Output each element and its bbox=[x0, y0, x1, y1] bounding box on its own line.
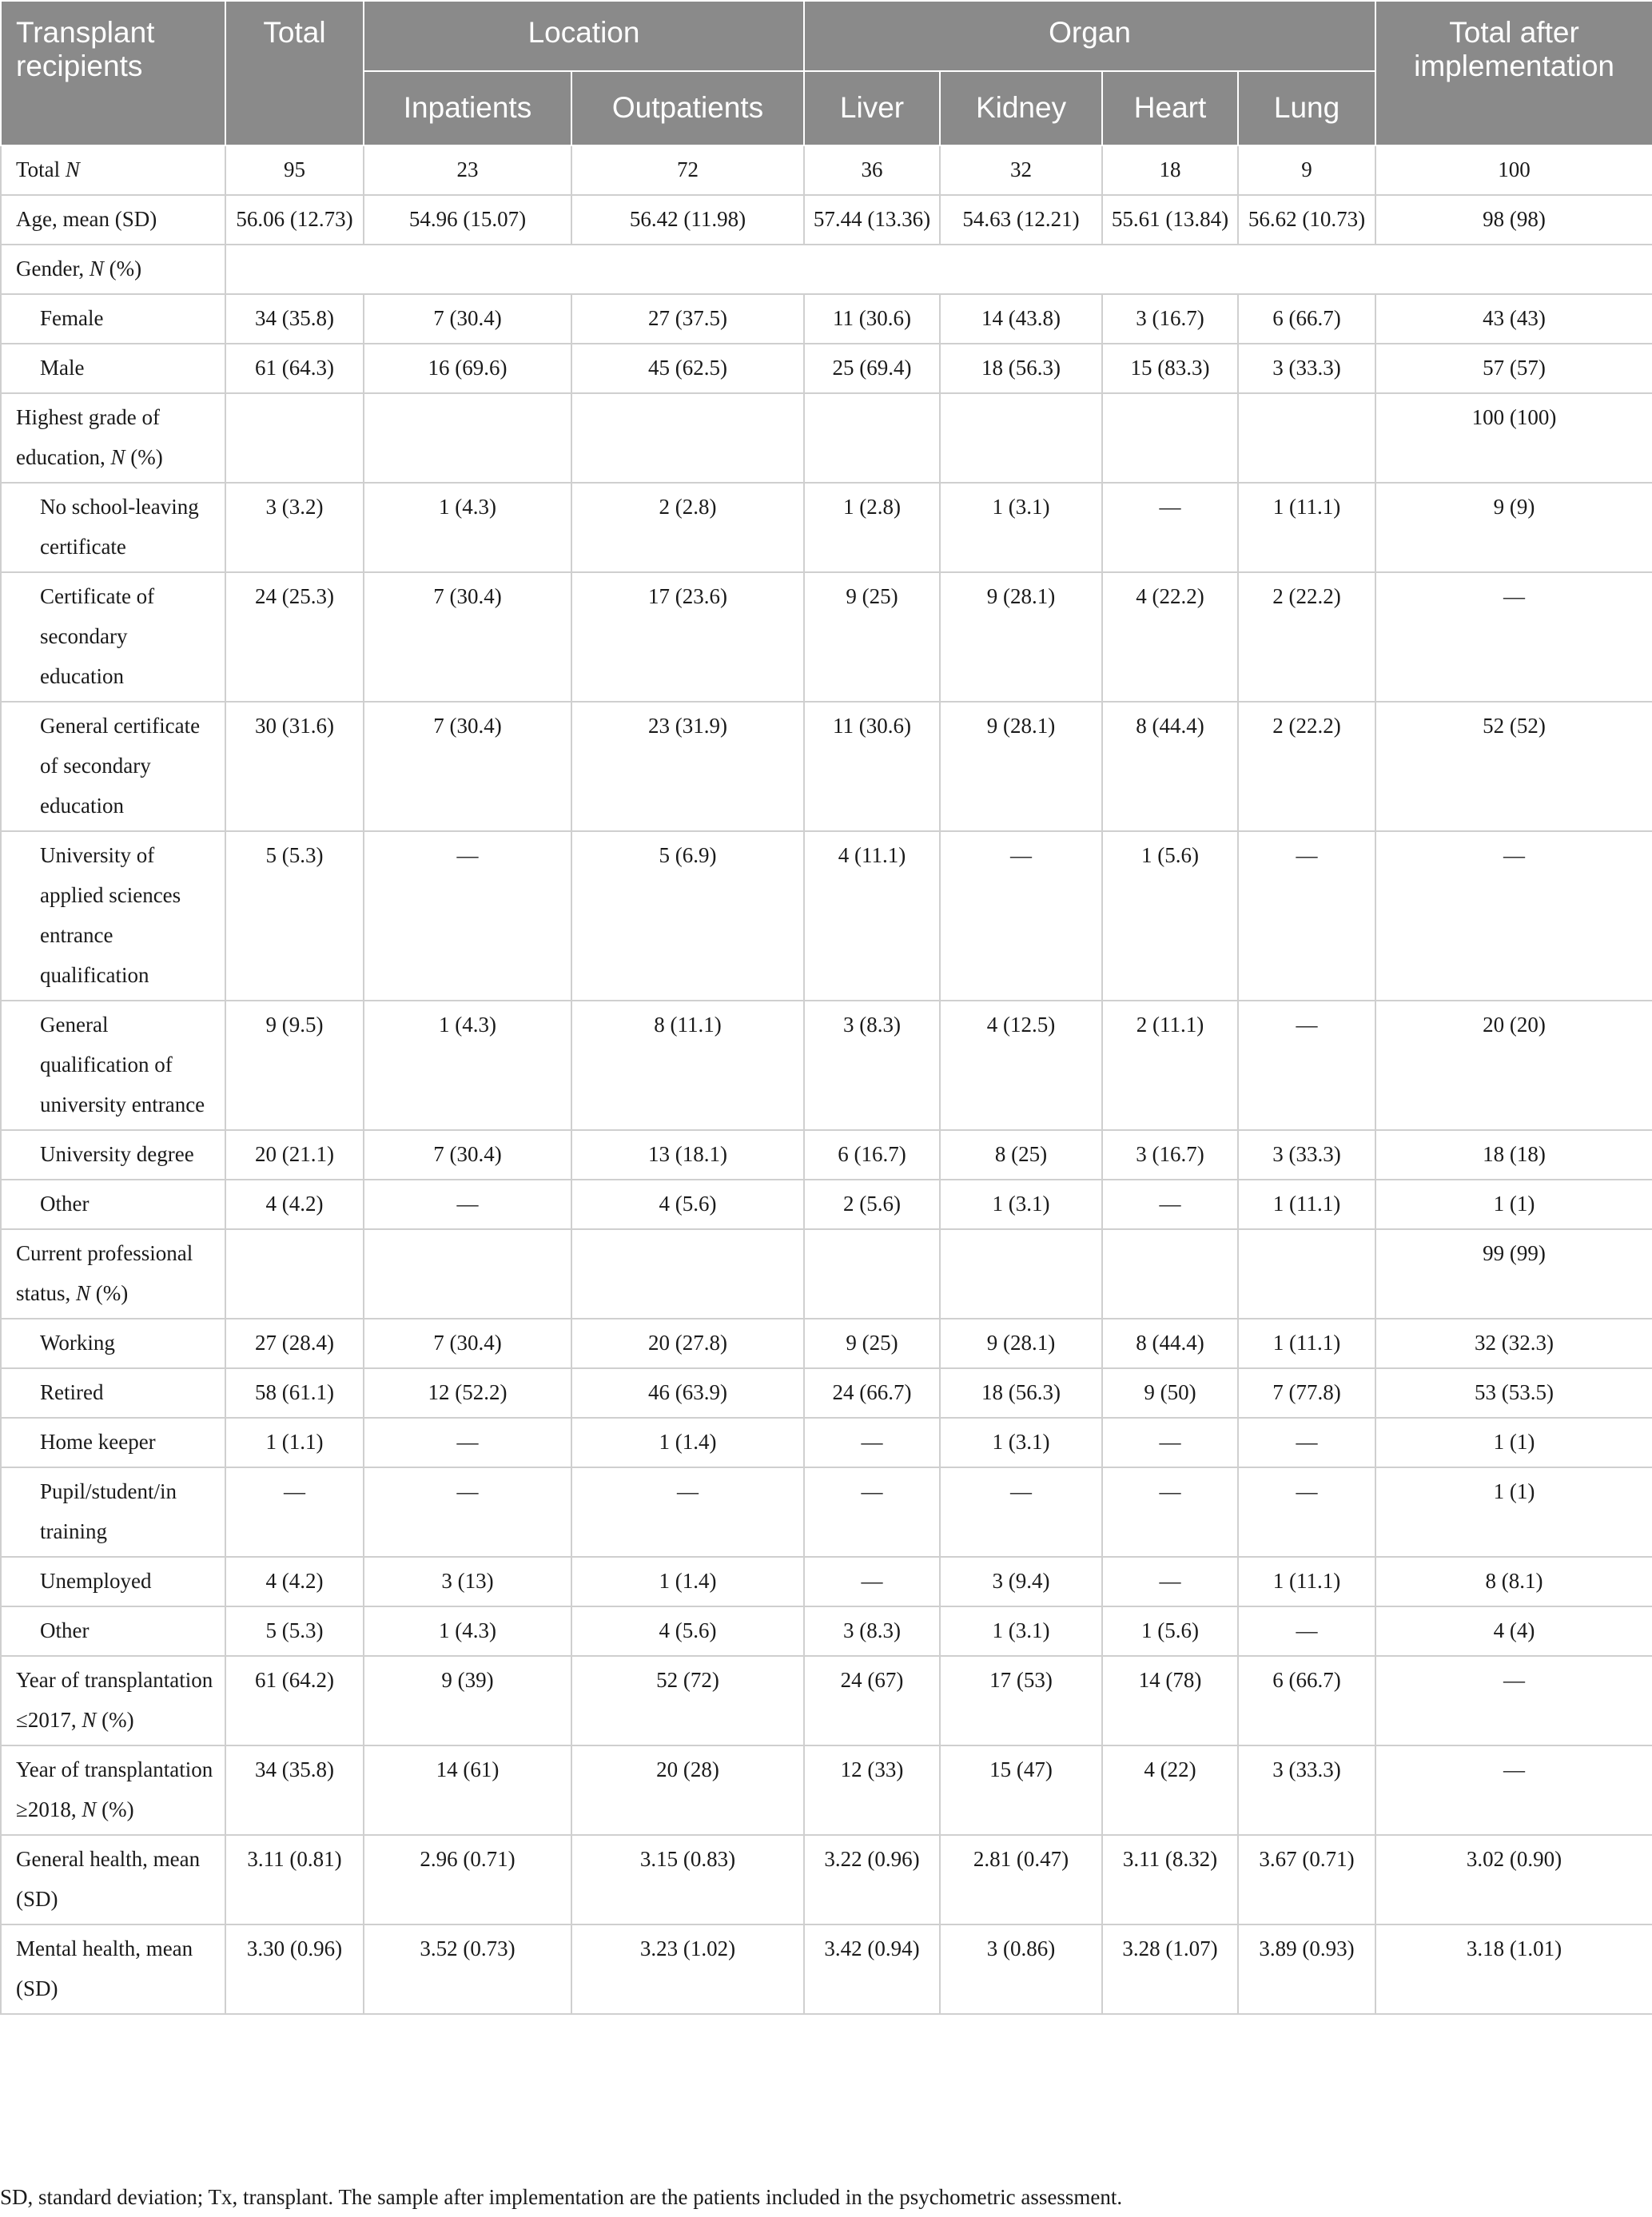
table-cell: 13 (18.1) bbox=[571, 1130, 804, 1180]
table-cell bbox=[804, 393, 940, 483]
table-cell: 14 (61) bbox=[364, 1745, 571, 1835]
table-cell: 7 (30.4) bbox=[364, 294, 571, 344]
table-cell: 18 (18) bbox=[1375, 1130, 1652, 1180]
table-cell: — bbox=[571, 1467, 804, 1557]
table-cell: 1 (4.3) bbox=[364, 1001, 571, 1130]
table-cell: 1 (11.1) bbox=[1238, 1557, 1375, 1606]
row-label-text: Highest grade of education, bbox=[16, 405, 160, 469]
table-cell: 2.81 (0.47) bbox=[940, 1835, 1102, 1924]
table-cell: — bbox=[1375, 1745, 1652, 1835]
table-cell: 3.02 (0.90) bbox=[1375, 1835, 1652, 1924]
table-cell: 2 (22.2) bbox=[1238, 702, 1375, 831]
table-cell: — bbox=[1238, 1467, 1375, 1557]
table-cell: 3.18 (1.01) bbox=[1375, 1924, 1652, 2014]
table-cell: 2 (22.2) bbox=[1238, 572, 1375, 702]
table-row bbox=[1, 831, 1652, 1001]
table-cell: 17 (23.6) bbox=[571, 572, 804, 702]
table-cell: 56.42 (11.98) bbox=[571, 195, 804, 245]
row-label-text: Age, mean (SD) bbox=[16, 207, 157, 231]
table-cell: 6 (66.7) bbox=[1238, 1656, 1375, 1745]
row-label-italic: N bbox=[110, 445, 125, 469]
table-cell: 12 (33) bbox=[804, 1745, 940, 1835]
table-cell: 56.06 (12.73) bbox=[225, 195, 364, 245]
table-cell bbox=[364, 1229, 571, 1319]
row-label-text: Other bbox=[40, 1192, 90, 1216]
table-cell: 3 (0.86) bbox=[940, 1924, 1102, 2014]
table-row bbox=[1, 483, 1652, 572]
table-cell: 9 (25) bbox=[804, 1319, 940, 1368]
table-cell: 55.61 (13.84) bbox=[1102, 195, 1238, 245]
table-cell: 45 (62.5) bbox=[571, 344, 804, 393]
table-cell bbox=[940, 393, 1102, 483]
row-label bbox=[1, 195, 225, 245]
row-label-italic: N bbox=[82, 1708, 97, 1732]
table-cell: 12 (52.2) bbox=[364, 1368, 571, 1418]
table-cell: 9 (50) bbox=[1102, 1368, 1238, 1418]
table-cell: 9 (28.1) bbox=[940, 702, 1102, 831]
row-label bbox=[1, 1924, 225, 2014]
table-cell: 4 (11.1) bbox=[804, 831, 940, 1001]
table-cell: 57 (57) bbox=[1375, 344, 1652, 393]
table-cell: — bbox=[804, 1467, 940, 1557]
table-cell: 9 (25) bbox=[804, 572, 940, 702]
table-row bbox=[1, 245, 1652, 294]
table-cell: 7 (30.4) bbox=[364, 1319, 571, 1368]
table-cell: — bbox=[1238, 831, 1375, 1001]
row-label-text: Current professional status, bbox=[16, 1241, 193, 1305]
table-cell: 3 (16.7) bbox=[1102, 1130, 1238, 1180]
table-cell: 100 (100) bbox=[1375, 393, 1652, 483]
table-cell: 1 (11.1) bbox=[1238, 483, 1375, 572]
table-cell: 34 (35.8) bbox=[225, 1745, 364, 1835]
table-cell: 1 (5.6) bbox=[1102, 831, 1238, 1001]
table-cell: 17 (53) bbox=[940, 1656, 1102, 1745]
row-label-italic: N bbox=[65, 157, 80, 181]
table-cell: 15 (47) bbox=[940, 1745, 1102, 1835]
row-label bbox=[1, 1368, 225, 1418]
table-cell: 27 (28.4) bbox=[225, 1319, 364, 1368]
row-label bbox=[1, 393, 225, 483]
header-organ: Organ bbox=[804, 1, 1375, 71]
table-cell: 3.15 (0.83) bbox=[571, 1835, 804, 1924]
table-cell: — bbox=[804, 1557, 940, 1606]
row-label-text: Working bbox=[40, 1331, 115, 1355]
header-inpatients: Inpatients bbox=[364, 71, 571, 145]
table-cell: 2.96 (0.71) bbox=[364, 1835, 571, 1924]
table-cell: 98 (98) bbox=[1375, 195, 1652, 245]
table-cell: 54.96 (15.07) bbox=[364, 195, 571, 245]
table-row bbox=[1, 1229, 1652, 1319]
table-cell: 8 (25) bbox=[940, 1130, 1102, 1180]
table-row bbox=[1, 1319, 1652, 1368]
table-cell: 95 bbox=[225, 145, 364, 195]
table-cell: 58 (61.1) bbox=[225, 1368, 364, 1418]
row-label-italic: N bbox=[89, 257, 104, 281]
table-cell bbox=[1102, 393, 1238, 483]
row-label-text: University degree bbox=[40, 1142, 194, 1166]
table-cell: 4 (4) bbox=[1375, 1606, 1652, 1656]
table-row bbox=[1, 1130, 1652, 1180]
table-cell: 3 (9.4) bbox=[940, 1557, 1102, 1606]
table-cell: 8 (44.4) bbox=[1102, 702, 1238, 831]
header-total-after-implementation: Total after implementation bbox=[1375, 1, 1652, 145]
table-cell: 3 (33.3) bbox=[1238, 344, 1375, 393]
row-label bbox=[1, 1001, 225, 1130]
table-cell: 1 (1) bbox=[1375, 1467, 1652, 1557]
table-row bbox=[1, 1656, 1652, 1745]
table-cell: 7 (77.8) bbox=[1238, 1368, 1375, 1418]
row-label-text: Certificate of secondary education bbox=[40, 584, 155, 688]
table-cell: 9 (9) bbox=[1375, 483, 1652, 572]
table-cell: 20 (27.8) bbox=[571, 1319, 804, 1368]
table-cell: 6 (66.7) bbox=[1238, 294, 1375, 344]
row-label bbox=[1, 1418, 225, 1467]
table-cell bbox=[804, 1229, 940, 1319]
row-label-text: Unemployed bbox=[40, 1569, 152, 1593]
row-label-text: Retired bbox=[40, 1380, 104, 1404]
table-cell: 72 bbox=[571, 145, 804, 195]
table-row bbox=[1, 294, 1652, 344]
table-row bbox=[1, 1835, 1652, 1924]
table-cell: 1 (1) bbox=[1375, 1418, 1652, 1467]
row-label bbox=[1, 1606, 225, 1656]
table-cell: 11 (30.6) bbox=[804, 702, 940, 831]
row-label-text: General certificate of secondary education bbox=[40, 714, 201, 818]
row-label bbox=[1, 1319, 225, 1368]
table-cell: 1 (1.4) bbox=[571, 1557, 804, 1606]
table-cell: 14 (43.8) bbox=[940, 294, 1102, 344]
table-cell: — bbox=[364, 831, 571, 1001]
table-cell: 1 (1.4) bbox=[571, 1418, 804, 1467]
row-label-text: Other bbox=[40, 1618, 90, 1642]
table-cell: 1 (3.1) bbox=[940, 483, 1102, 572]
table-cell: 3.22 (0.96) bbox=[804, 1835, 940, 1924]
table-cell: 20 (28) bbox=[571, 1745, 804, 1835]
table-cell: 7 (30.4) bbox=[364, 702, 571, 831]
table-cell: — bbox=[1102, 1467, 1238, 1557]
table-cell: — bbox=[364, 1467, 571, 1557]
table-cell: 24 (67) bbox=[804, 1656, 940, 1745]
table-cell: 2 (5.6) bbox=[804, 1180, 940, 1229]
row-label bbox=[1, 1745, 225, 1835]
table-cell: 9 bbox=[1238, 145, 1375, 195]
table-cell: 3.67 (0.71) bbox=[1238, 1835, 1375, 1924]
table-cell: 3.52 (0.73) bbox=[364, 1924, 571, 2014]
row-label-text: Year of transplantation ≥2018, bbox=[16, 1757, 213, 1821]
table-header bbox=[1, 1, 1652, 145]
table-cell: — bbox=[1238, 1606, 1375, 1656]
table-cell: — bbox=[1102, 1418, 1238, 1467]
row-label bbox=[1, 572, 225, 702]
table-cell: — bbox=[940, 1467, 1102, 1557]
table-cell bbox=[364, 393, 571, 483]
row-label-suffix: (%) bbox=[96, 1708, 134, 1732]
row-label bbox=[1, 483, 225, 572]
table-footnote: SD, standard deviation; Tx, transplant. The sample after implementation are the patients included in the psychometric assessment. bbox=[0, 2185, 1123, 2209]
table-cell: 3.23 (1.02) bbox=[571, 1924, 804, 2014]
table-cell: 3.11 (0.81) bbox=[225, 1835, 364, 1924]
table-body bbox=[1, 145, 1652, 2014]
row-label-text: Gender, bbox=[16, 257, 90, 281]
table-cell: 23 (31.9) bbox=[571, 702, 804, 831]
table-cell: 18 (56.3) bbox=[940, 1368, 1102, 1418]
row-label-text: Home keeper bbox=[40, 1430, 156, 1454]
table-cell: 53 (53.5) bbox=[1375, 1368, 1652, 1418]
table-cell: 18 (56.3) bbox=[940, 344, 1102, 393]
table-cell: 99 (99) bbox=[1375, 1229, 1652, 1319]
row-label bbox=[1, 344, 225, 393]
table-cell bbox=[571, 1229, 804, 1319]
table-cell: 3 (33.3) bbox=[1238, 1130, 1375, 1180]
table-cell: 24 (25.3) bbox=[225, 572, 364, 702]
table-cell: 14 (78) bbox=[1102, 1656, 1238, 1745]
row-label bbox=[1, 831, 225, 1001]
header-outpatients: Outpatients bbox=[571, 71, 804, 145]
table-cell: 18 bbox=[1102, 145, 1238, 195]
table-cell: 9 (28.1) bbox=[940, 1319, 1102, 1368]
row-label bbox=[1, 245, 225, 294]
table-row bbox=[1, 1557, 1652, 1606]
table-cell: 43 (43) bbox=[1375, 294, 1652, 344]
row-label-text: General health, mean (SD) bbox=[16, 1847, 201, 1911]
table-cell: — bbox=[225, 1467, 364, 1557]
table-cell: 32 (32.3) bbox=[1375, 1319, 1652, 1368]
table-cell: 7 (30.4) bbox=[364, 1130, 571, 1180]
table-cell: 4 (22.2) bbox=[1102, 572, 1238, 702]
table-cell bbox=[1238, 1229, 1375, 1319]
table-cell: — bbox=[1375, 1656, 1652, 1745]
table-row bbox=[1, 1745, 1652, 1835]
table-cell: 1 (11.1) bbox=[1238, 1180, 1375, 1229]
table-cell: 23 bbox=[364, 145, 571, 195]
row-label bbox=[1, 1835, 225, 1924]
row-label bbox=[1, 1656, 225, 1745]
table-cell: 3 (8.3) bbox=[804, 1001, 940, 1130]
table-cell: — bbox=[1238, 1418, 1375, 1467]
table-cell: 3.30 (0.96) bbox=[225, 1924, 364, 2014]
table-cell: 100 bbox=[1375, 145, 1652, 195]
row-label-text: No school-leaving certificate bbox=[40, 495, 199, 559]
table-row bbox=[1, 393, 1652, 483]
table-row bbox=[1, 344, 1652, 393]
row-label-text: General qualification of university entrance bbox=[40, 1013, 205, 1116]
row-label-text: Total bbox=[16, 157, 66, 181]
table-cell bbox=[225, 393, 364, 483]
table-cell: 30 (31.6) bbox=[225, 702, 364, 831]
table-cell: 9 (28.1) bbox=[940, 572, 1102, 702]
table-cell: 24 (66.7) bbox=[804, 1368, 940, 1418]
table-row bbox=[1, 1467, 1652, 1557]
table-cell: 34 (35.8) bbox=[225, 294, 364, 344]
table-cell: 3 (16.7) bbox=[1102, 294, 1238, 344]
table-cell: 1 (1.1) bbox=[225, 1418, 364, 1467]
table-cell: 52 (52) bbox=[1375, 702, 1652, 831]
table-cell: 25 (69.4) bbox=[804, 344, 940, 393]
table-cell: 32 bbox=[940, 145, 1102, 195]
table-cell: 8 (8.1) bbox=[1375, 1557, 1652, 1606]
table-cell: 15 (83.3) bbox=[1102, 344, 1238, 393]
table-cell bbox=[1102, 1229, 1238, 1319]
table-cell: 46 (63.9) bbox=[571, 1368, 804, 1418]
table-cell: 1 (2.8) bbox=[804, 483, 940, 572]
table-cell: 1 (5.6) bbox=[1102, 1606, 1238, 1656]
table-cell: — bbox=[364, 1180, 571, 1229]
table-cell: — bbox=[1375, 831, 1652, 1001]
table-cell: 54.63 (12.21) bbox=[940, 195, 1102, 245]
table-cell: 4 (5.6) bbox=[571, 1606, 804, 1656]
row-label-text: Pupil/student/in training bbox=[40, 1479, 177, 1543]
table-cell: — bbox=[1102, 1180, 1238, 1229]
table-row bbox=[1, 195, 1652, 245]
table-row bbox=[1, 1418, 1652, 1467]
row-label bbox=[1, 145, 225, 195]
row-label bbox=[1, 1130, 225, 1180]
table-cell bbox=[571, 393, 804, 483]
table-cell: — bbox=[1375, 572, 1652, 702]
row-label bbox=[1, 1557, 225, 1606]
table-cell: 7 (30.4) bbox=[364, 572, 571, 702]
table-row bbox=[1, 572, 1652, 702]
table-cell: 52 (72) bbox=[571, 1656, 804, 1745]
table-cell: 1 (3.1) bbox=[940, 1418, 1102, 1467]
table-cell: 61 (64.3) bbox=[225, 344, 364, 393]
table-cell: 6 (16.7) bbox=[804, 1130, 940, 1180]
table-cell: — bbox=[1238, 1001, 1375, 1130]
table-cell: 3.42 (0.94) bbox=[804, 1924, 940, 2014]
table-row bbox=[1, 1368, 1652, 1418]
table-cell: 1 (4.3) bbox=[364, 483, 571, 572]
row-label-suffix: (%) bbox=[103, 257, 142, 281]
row-label-suffix: (%) bbox=[125, 445, 163, 469]
table-row bbox=[1, 1606, 1652, 1656]
table-cell: 16 (69.6) bbox=[364, 344, 571, 393]
header-liver: Liver bbox=[804, 71, 940, 145]
table-cell: 4 (4.2) bbox=[225, 1180, 364, 1229]
table-cell: 1 (1) bbox=[1375, 1180, 1652, 1229]
table-cell: 3 (3.2) bbox=[225, 483, 364, 572]
row-label bbox=[1, 1180, 225, 1229]
table-cell bbox=[940, 1229, 1102, 1319]
row-label bbox=[1, 1229, 225, 1319]
table-cell: 3 (13) bbox=[364, 1557, 571, 1606]
table-cell: 2 (11.1) bbox=[1102, 1001, 1238, 1130]
section-spacer bbox=[225, 245, 1652, 294]
table-cell: — bbox=[1102, 1557, 1238, 1606]
header-kidney: Kidney bbox=[940, 71, 1102, 145]
row-label bbox=[1, 702, 225, 831]
table-cell: 8 (11.1) bbox=[571, 1001, 804, 1130]
header-total: Total bbox=[225, 1, 364, 145]
table-row bbox=[1, 702, 1652, 831]
table-cell: 20 (21.1) bbox=[225, 1130, 364, 1180]
row-label-suffix: (%) bbox=[96, 1797, 134, 1821]
table-cell: 4 (4.2) bbox=[225, 1557, 364, 1606]
table-cell: 36 bbox=[804, 145, 940, 195]
table-cell: 5 (5.3) bbox=[225, 1606, 364, 1656]
row-label bbox=[1, 1467, 225, 1557]
table-row bbox=[1, 1180, 1652, 1229]
table-cell: 57.44 (13.36) bbox=[804, 195, 940, 245]
table-cell: 20 (20) bbox=[1375, 1001, 1652, 1130]
table-cell: 4 (5.6) bbox=[571, 1180, 804, 1229]
table-cell: 56.62 (10.73) bbox=[1238, 195, 1375, 245]
row-label-italic: N bbox=[76, 1281, 91, 1305]
table-cell bbox=[225, 1229, 364, 1319]
header-transplant-recipients: Transplant recipients bbox=[1, 1, 225, 145]
table-cell: — bbox=[804, 1418, 940, 1467]
table-cell: 9 (9.5) bbox=[225, 1001, 364, 1130]
table-cell: 9 (39) bbox=[364, 1656, 571, 1745]
table-cell: — bbox=[364, 1418, 571, 1467]
row-label-text: University of applied sciences entrance qualification bbox=[40, 843, 181, 987]
header-lung: Lung bbox=[1238, 71, 1375, 145]
row-label-italic: N bbox=[82, 1797, 97, 1821]
table-cell: — bbox=[1102, 483, 1238, 572]
table-cell: 3.11 (8.32) bbox=[1102, 1835, 1238, 1924]
row-label bbox=[1, 294, 225, 344]
header-location: Location bbox=[364, 1, 804, 71]
table-row bbox=[1, 1001, 1652, 1130]
table-cell: 11 (30.6) bbox=[804, 294, 940, 344]
table-cell: — bbox=[940, 831, 1102, 1001]
header-heart: Heart bbox=[1102, 71, 1238, 145]
table-cell: 5 (6.9) bbox=[571, 831, 804, 1001]
row-label-suffix: (%) bbox=[90, 1281, 129, 1305]
table-cell: 5 (5.3) bbox=[225, 831, 364, 1001]
row-label-text: Female bbox=[40, 306, 104, 330]
row-label-text: Male bbox=[40, 356, 85, 380]
table-cell: 1 (11.1) bbox=[1238, 1319, 1375, 1368]
table-cell: 3.89 (0.93) bbox=[1238, 1924, 1375, 2014]
table-cell: 1 (4.3) bbox=[364, 1606, 571, 1656]
table-cell: 4 (12.5) bbox=[940, 1001, 1102, 1130]
table-cell: 27 (37.5) bbox=[571, 294, 804, 344]
table-row bbox=[1, 1924, 1652, 2014]
row-label-text: Year of transplantation ≤2017, bbox=[16, 1668, 213, 1732]
table-cell: 61 (64.2) bbox=[225, 1656, 364, 1745]
table-cell: 2 (2.8) bbox=[571, 483, 804, 572]
table-cell: 4 (22) bbox=[1102, 1745, 1238, 1835]
row-label-text: Mental health, mean (SD) bbox=[16, 1936, 193, 2000]
table-cell bbox=[1238, 393, 1375, 483]
table-cell: 8 (44.4) bbox=[1102, 1319, 1238, 1368]
table-cell: 3 (33.3) bbox=[1238, 1745, 1375, 1835]
table-cell: 3.28 (1.07) bbox=[1102, 1924, 1238, 2014]
table-cell: 1 (3.1) bbox=[940, 1180, 1102, 1229]
table-cell: 3 (8.3) bbox=[804, 1606, 940, 1656]
table-row bbox=[1, 145, 1652, 195]
table-cell: 1 (3.1) bbox=[940, 1606, 1102, 1656]
